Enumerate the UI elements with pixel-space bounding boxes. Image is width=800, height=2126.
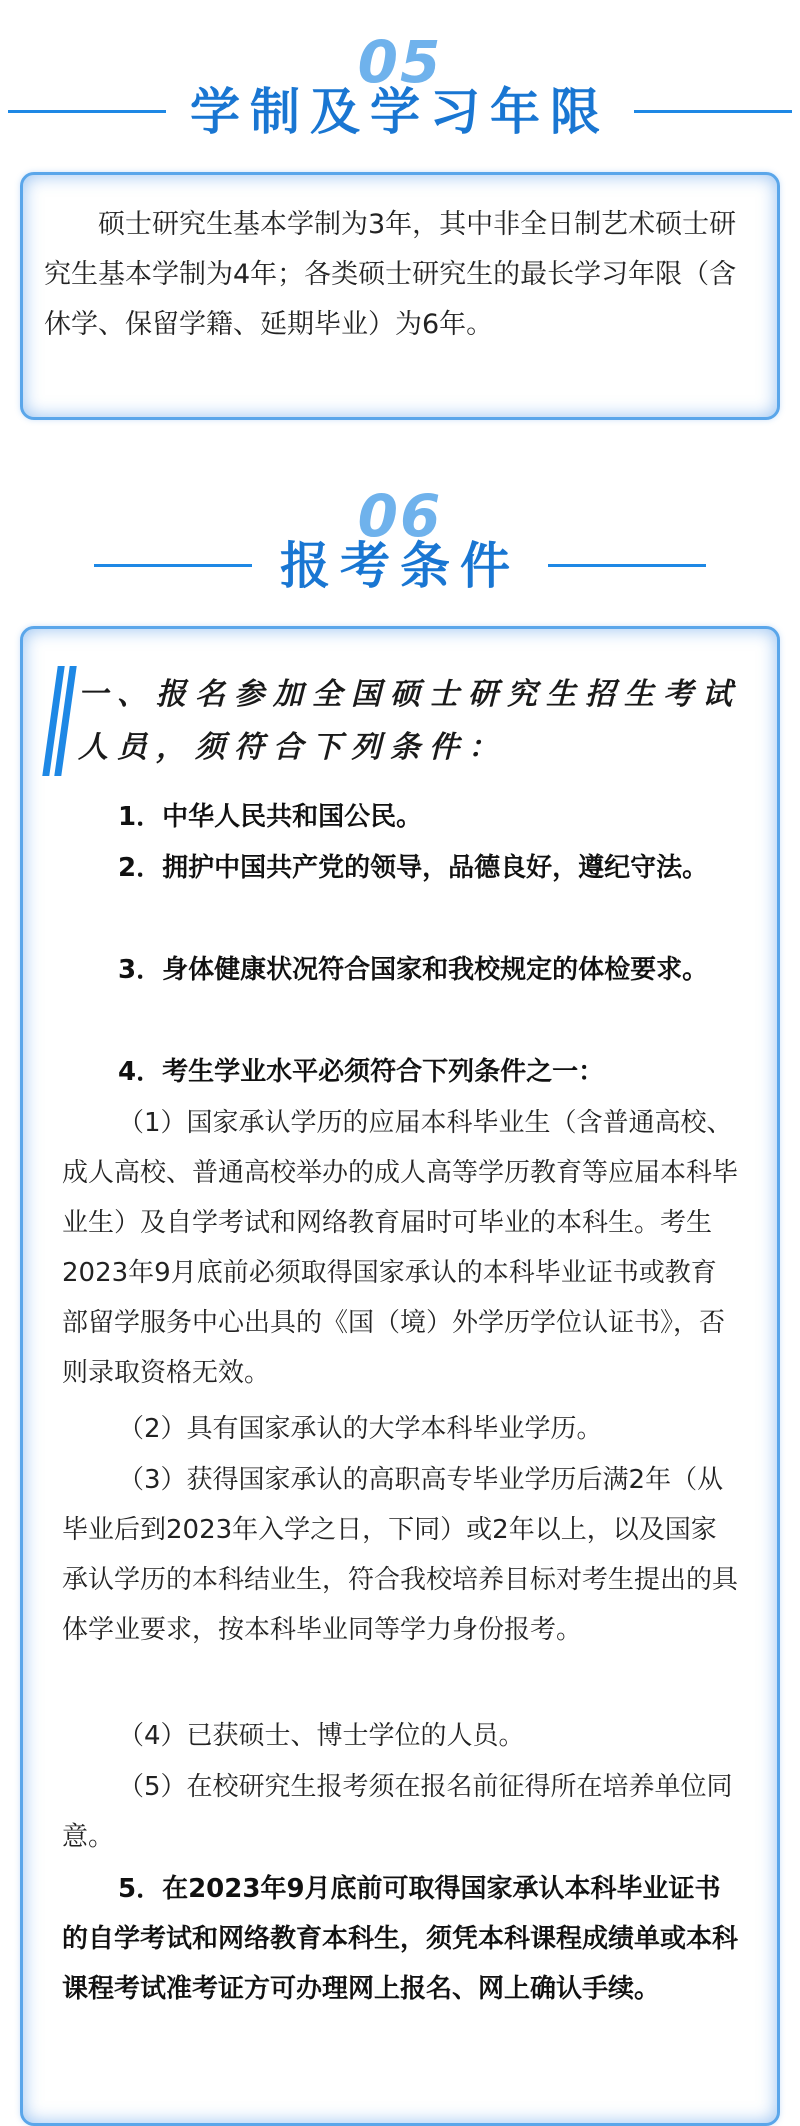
condition-subitem: （1）国家承认学历的应届本科毕业生（含普通高校、成人高校、普通高校举办的成人高等学历教育等应届本科毕业生）及自学考试和网络教育届时可毕业的本科生。考生2023年9月底前必须取得国家承认的本科毕业证书或教育部留学服务中心出具的《国（境）外学历学位认证书》，否则录取资格无效。 — [62, 1108, 739, 1388]
condition-item: 1．中华人民共和国公民。 — [118, 802, 423, 832]
section-06-heading: 一、报名参加全国硕士研究生招生考试人员，须符合下列条件： — [78, 677, 741, 765]
condition-subitem: （5）在校研究生报考须在报名前征得所在培养单位同意。 — [62, 1772, 733, 1852]
condition-subitem: （2）具有国家承认的大学本科毕业学历。 — [118, 1414, 603, 1444]
condition-subitem: （4）已获硕士、博士学位的人员。 — [118, 1721, 525, 1751]
section-05-title: 学制及学习年限 — [190, 83, 610, 141]
section-05-body: 硕士研究生基本学制为3年，其中非全日制艺术硕士研究生基本学制为4年；各类硕士研究生的最长学习年限（含休学、保留学籍、延期毕业）为6年。 — [44, 209, 737, 340]
condition-item: 4．考生学业水平必须符合下列条件之一： — [118, 1057, 605, 1087]
section-05-number: 05 — [357, 28, 443, 96]
condition-item: 2．拥护中国共产党的领导，品德良好，遵纪守法。 — [118, 853, 709, 883]
section-06-number: 06 — [357, 482, 443, 550]
condition-item: 3．身体健康状况符合国家和我校规定的体检要求。 — [118, 955, 709, 985]
section-06-title: 报考条件 — [280, 537, 520, 595]
condition-item: 5．在2023年9月底前可取得国家承认本科毕业证书的自学考试和网络教育本科生，须凭本科课程成绩单或本科课程考试准考证方可办理网上报名、网上确认手续。 — [62, 1874, 739, 2004]
condition-subitem: （3）获得国家承认的高职高专毕业学历后满2年（从毕业后到2023年入学之日，下同）或2年以上，以及国家承认学历的本科结业生，符合我校培养目标对考生提出的具体学业要求，按本科毕业同等学力身份报考。 — [62, 1465, 739, 1645]
